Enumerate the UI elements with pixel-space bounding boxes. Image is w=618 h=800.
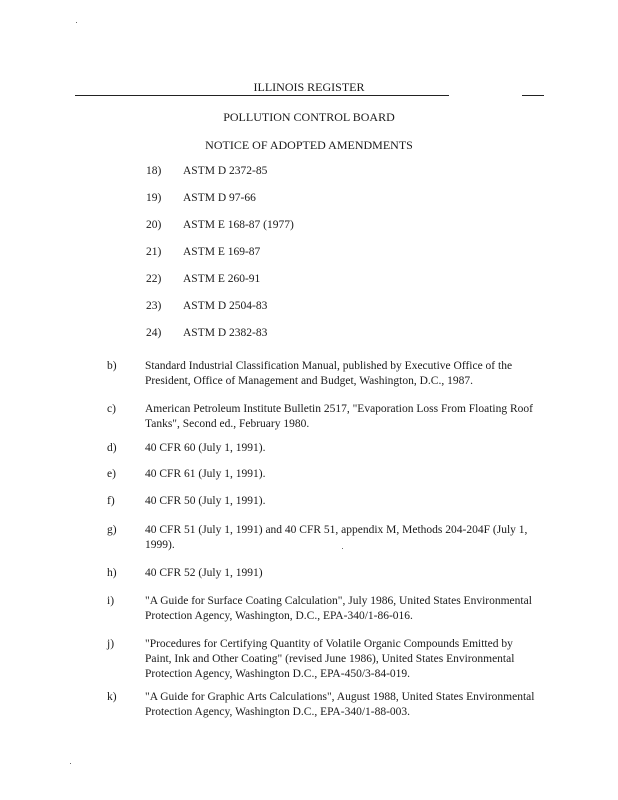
item-number: 24) xyxy=(146,327,162,339)
item-letter: g) xyxy=(107,524,117,536)
scan-speck xyxy=(342,548,343,549)
item-letter: f) xyxy=(107,495,115,507)
item-text: ASTM D 2382-83 xyxy=(183,327,268,339)
item-letter: b) xyxy=(107,360,117,372)
item-letter: e) xyxy=(107,468,116,480)
item-number: 22) xyxy=(146,273,162,285)
item-text: ASTM D 97-66 xyxy=(183,192,256,204)
item-letter: i) xyxy=(107,595,115,607)
item-letter: k) xyxy=(107,691,117,703)
board-title: POLLUTION CONTROL BOARD xyxy=(223,110,395,124)
item-letter: d) xyxy=(107,442,117,454)
item-letter: j) xyxy=(107,638,115,650)
item-text: 40 CFR 51 (July 1, 1991) and 40 CFR 51, appendix M, Methods 204-204F (July 1, 1999). xyxy=(145,524,528,551)
item-letter: c) xyxy=(107,403,116,415)
item-text: "A Guide for Surface Coating Calculation", July 1986, United States Environmental Protection Agency, Washington, D.C., EPA-340/1-86-016. xyxy=(145,595,532,622)
item-number: 21) xyxy=(146,246,162,258)
scan-speck xyxy=(76,22,77,23)
item-text: "A Guide for Graphic Arts Calculations", August 1988, United States Environmental Protection Agency, Washington D.C., EPA-340/1-88-003. xyxy=(145,691,535,718)
item-text: 40 CFR 61 (July 1, 1991). xyxy=(145,468,266,480)
header-rule-left xyxy=(75,95,449,96)
item-text: ASTM E 169-87 xyxy=(183,246,261,258)
item-number: 23) xyxy=(146,300,162,312)
item-text: 40 CFR 60 (July 1, 1991). xyxy=(145,442,266,454)
item-text: ASTM D 2372-85 xyxy=(183,165,268,177)
item-number: 18) xyxy=(146,165,162,177)
item-number: 19) xyxy=(146,192,162,204)
item-text: "Procedures for Certifying Quantity of Volatile Organic Compounds Emitted by Paint, Ink and Other Coating" (revised June 1986), United States Environmental Protection Agency, Washington D.C., EPA-450/3-84-019. xyxy=(145,638,515,680)
item-text: 40 CFR 52 (July 1, 1991) xyxy=(145,567,263,579)
notice-title: NOTICE OF ADOPTED AMENDMENTS xyxy=(205,138,413,152)
scan-speck xyxy=(70,763,71,764)
item-text: 40 CFR 50 (July 1, 1991). xyxy=(145,495,266,507)
item-text: ASTM E 260-91 xyxy=(183,273,261,285)
item-text: ASTM D 2504-83 xyxy=(183,300,268,312)
item-text: American Petroleum Institute Bulletin 2517, "Evaporation Loss From Floating Roof Tanks", Second ed., February 1980. xyxy=(145,403,533,430)
item-letter: h) xyxy=(107,567,117,579)
header-rule-right xyxy=(522,95,544,96)
register-title: ILLINOIS REGISTER xyxy=(253,80,365,94)
item-text: ASTM E 168-87 (1977) xyxy=(183,219,294,231)
item-text: Standard Industrial Classification Manual, published by Executive Office of the President, Office of Management and Budget, Washington, D.C., 1987. xyxy=(145,360,513,387)
item-number: 20) xyxy=(146,219,162,231)
